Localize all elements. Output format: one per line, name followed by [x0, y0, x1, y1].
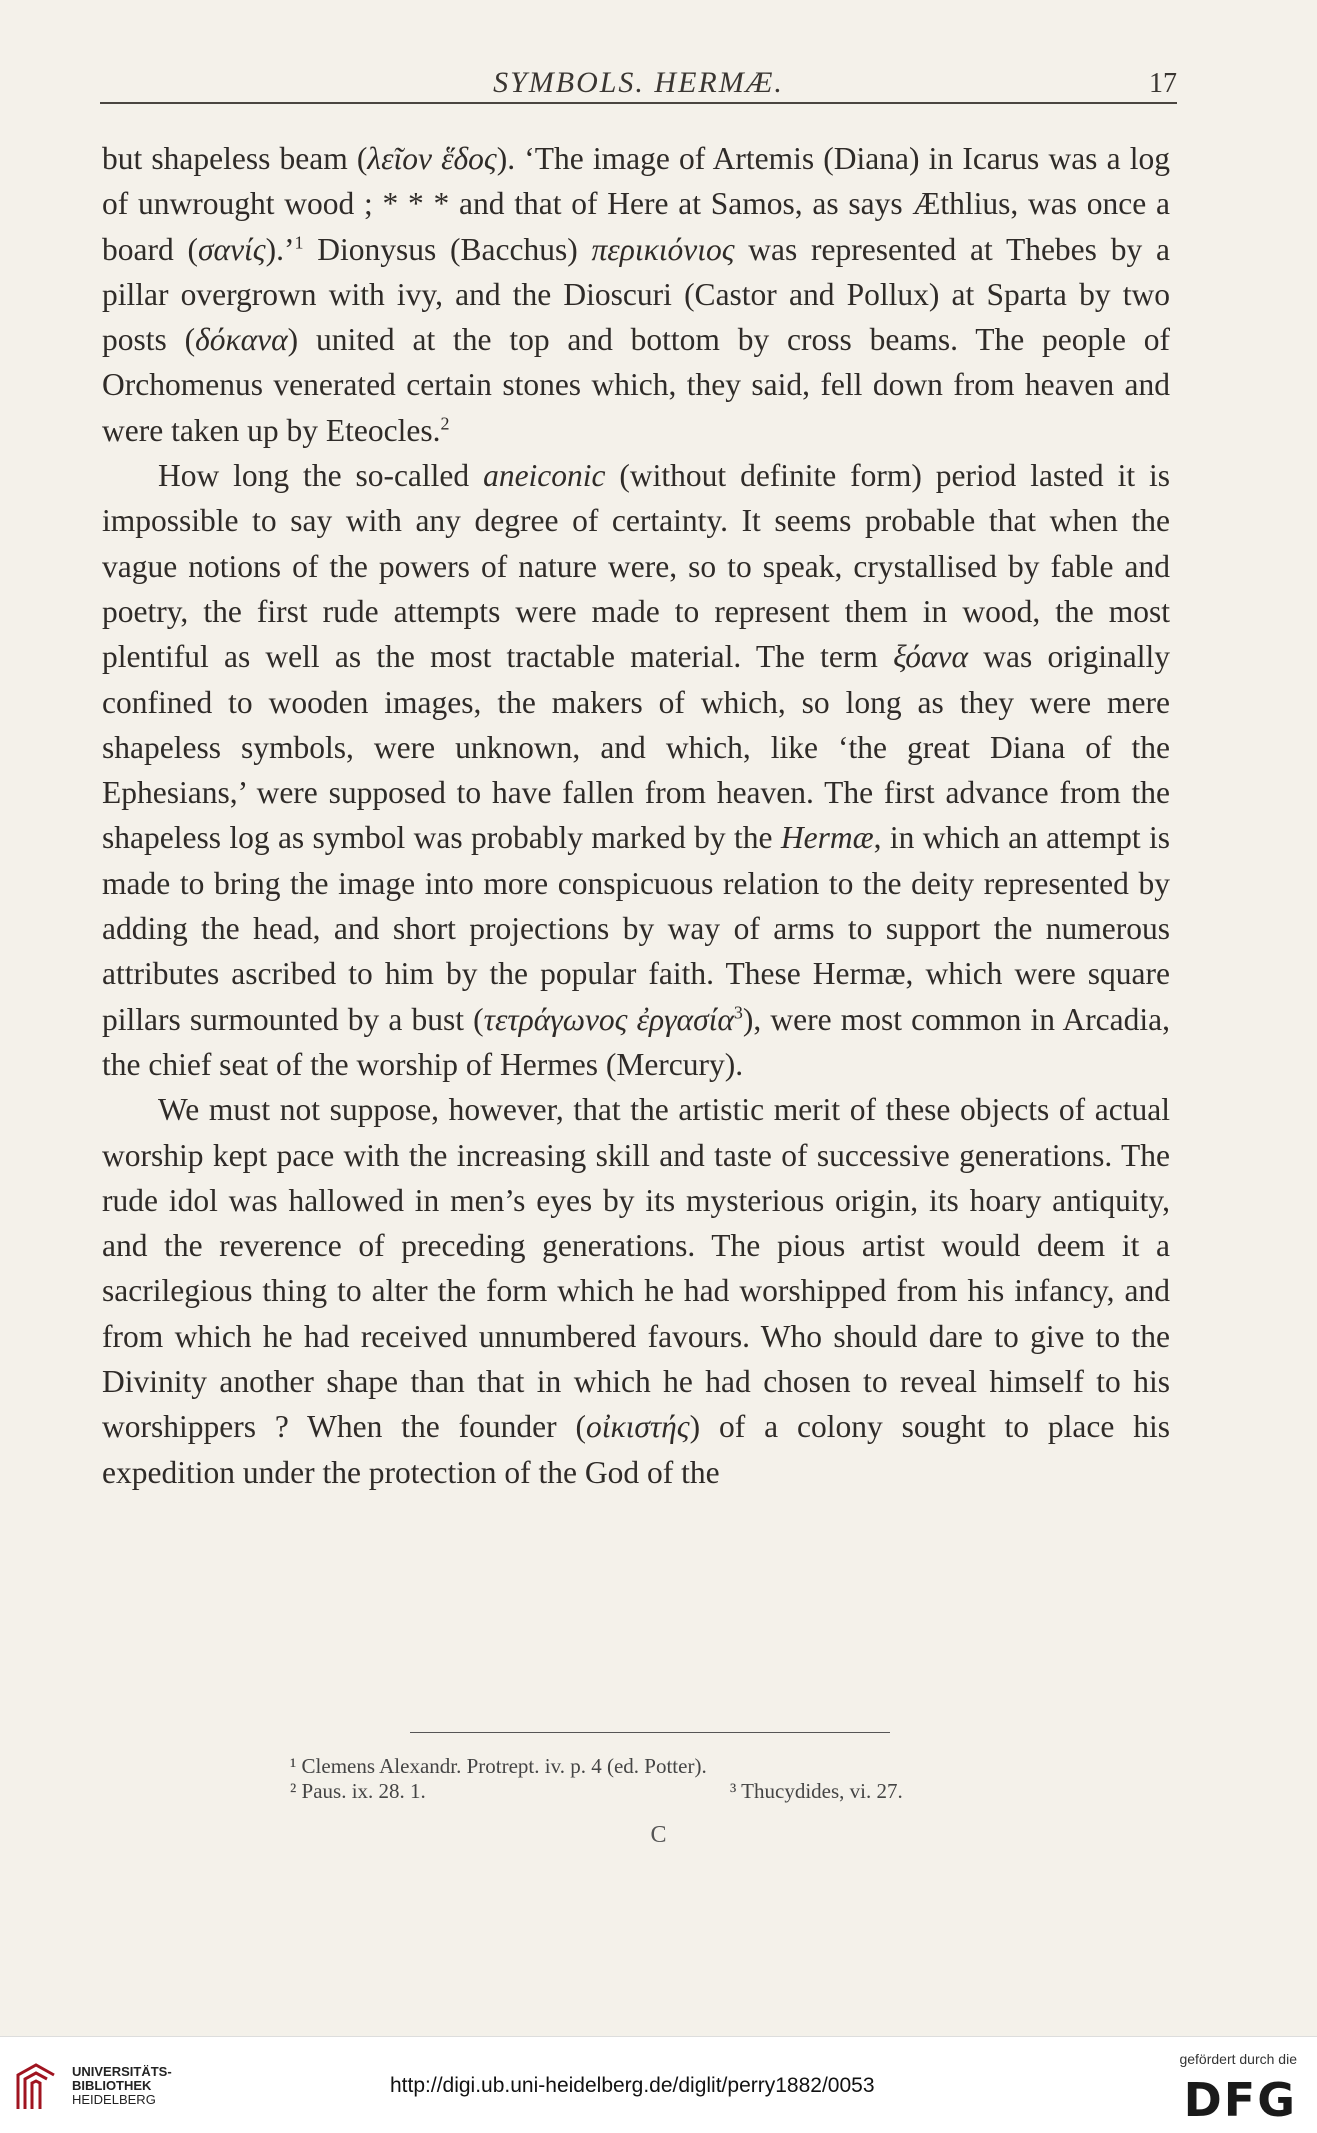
- running-head: [100, 62, 1177, 104]
- source-url-link[interactable]: http://digi.ub.uni-heidelberg.de/diglit/perry1882/0053: [390, 2074, 875, 2097]
- greek-term: δόκανα: [195, 322, 288, 358]
- greek-term: οἰκιστής: [586, 1409, 690, 1445]
- text-span: How long the so-called: [158, 458, 484, 494]
- footnote-ref: 3: [733, 1002, 743, 1023]
- footnote-ref: 2: [440, 413, 450, 434]
- paragraph-1: [102, 136, 1170, 453]
- footnote-1: [290, 1754, 1030, 1779]
- text-span: ). ‘The image of Artemis (Diana) in Icarus was a log of unwrought wood ; * * * and that of Here at Samos, as says Æthlius, was once a board (: [102, 141, 1170, 267]
- funded-by-label: gefördert durch die: [1179, 2051, 1297, 2067]
- greek-term: ξόανα: [893, 639, 969, 675]
- library-logo-icon: [14, 2061, 60, 2113]
- text-span: was originally confined to wooden images, the makers of which, so long as they were mere shapeless symbols, were unknown, and which, like ‘the great Diana of the Ephesians,’ were supposed to have fallen from heaven. The first advance from the shapeless log as symbol was probably marked by the: [102, 639, 1170, 856]
- text-span: ) of a colony sought to place his expedition under the protection of the God of the: [102, 1409, 1170, 1490]
- text-span: but shapeless beam (: [102, 141, 368, 176]
- greek-term: περικιόνιος: [591, 231, 735, 267]
- greek-term: σανίς: [198, 231, 266, 267]
- signature-mark: C: [650, 1822, 667, 1848]
- footnote-text: ³ Thucydides, vi. 27.: [730, 1779, 903, 1803]
- italic-term: aneiconic: [483, 458, 606, 494]
- library-name: [72, 2065, 172, 2107]
- text-span: ).’: [265, 231, 295, 267]
- footnotes: [290, 1754, 1030, 1804]
- library-name-line: HEIDELBERG: [72, 2092, 156, 2107]
- text-span: was represented at Thebes by a pillar overgrown with ivy, and the Dioscuri (Castor and Pollux) at Sparta by two posts (: [102, 231, 1170, 358]
- text-span: , in which an attempt is made to bring the image into more conspicuous relation to the deity represented by adding the head, and short projections by way of arms to support the numerous attributes ascribed to him by the popular faith. These Hermæ, which were square pillars surmounted by a bust (: [102, 820, 1170, 1037]
- text-span: ), were most common in Arcadia, the chief seat of the worship of Hermes (Mercury).: [102, 1001, 1171, 1082]
- paragraph-3: [102, 1087, 1170, 1495]
- footnote-2-3: [290, 1779, 1030, 1804]
- text-span: (without definite form) period lasted it is impossible to say with any degree of certainty. It seems probable that when the vague notions of the powers of nature were, so to speak, crystallised by fable and poetry, the first rude attempts were made to represent them in wood, the most plentiful as well as the most tractable material. The term: [102, 458, 1170, 675]
- page-number: 17: [1149, 68, 1177, 99]
- greek-term: λεῖον ἕδος: [367, 141, 497, 176]
- text-span: We must not suppose, however, that the artistic merit of these objects of actual worship kept pace with the increasing skill and taste of successive generations. The rude idol was hallowed in men’s eyes by its mysterious origin, its hoary antiquity, and the reverence of preceding generations. The pious artist would deem it a sacrilegious thing to alter the form which he had worshipped from his infancy, and from which he had received unnumbered favours. Who should dare to give to the Divinity another shape than that in which he had chosen to reveal himself to his worshippers ? When the founder (: [102, 1092, 1170, 1445]
- dfg-logo: DFG: [1183, 2073, 1297, 2127]
- library-name-line: UNIVERSITÄTS-: [72, 2064, 172, 2079]
- italic-term: Hermæ: [780, 820, 874, 856]
- text-span: ) united at the top and bottom by cross beams. The people of Orchomenus venerated certain stones which, they said, fell down from heaven and were taken up by Eteocles.: [102, 322, 1170, 448]
- footnote-text: ² Paus. ix. 28. 1.: [290, 1779, 426, 1803]
- paragraph-2: [102, 453, 1170, 1087]
- running-title: SYMBOLS. HERMÆ.: [493, 66, 784, 99]
- body-text: [102, 136, 1170, 1495]
- library-name-line: BIBLIOTHEK: [72, 2078, 152, 2093]
- greek-term: τετράγωνος ἐργασία: [483, 1001, 734, 1037]
- footnote-ref: 1: [294, 232, 304, 253]
- footnote-divider: [410, 1732, 890, 1733]
- text-span: Dionysus (Bacchus): [303, 231, 592, 267]
- footer-bar: [0, 2036, 1317, 2133]
- footnote-text: ¹ Clemens Alexandr. Protrept. iv. p. 4 (ed. Potter).: [290, 1754, 707, 1778]
